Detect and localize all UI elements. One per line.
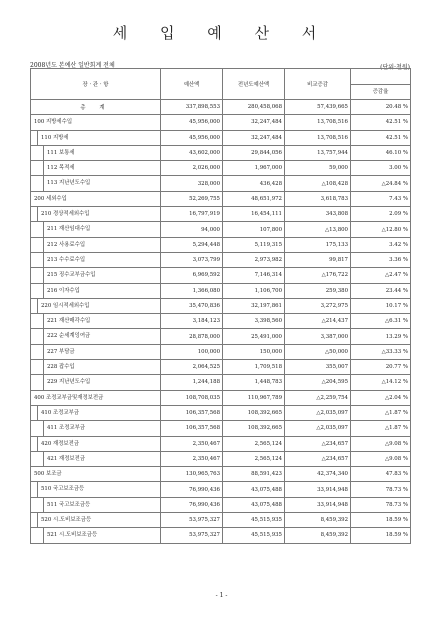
table-row — [31, 191, 411, 206]
table-row — [31, 360, 411, 375]
row-diff: 8,459,392 — [285, 513, 351, 528]
table-row — [31, 222, 411, 237]
row-diff: △234,657 — [285, 436, 351, 451]
table-row — [31, 161, 411, 176]
row-budget: 53,975,327 — [161, 528, 223, 543]
row-category-label: 110 지방세 — [37, 131, 160, 145]
row-diff: △50,000 — [285, 344, 351, 359]
row-prev-budget: 43,075,488 — [223, 497, 285, 512]
table-body — [31, 100, 411, 544]
row-diff: 99,817 — [285, 252, 351, 267]
row-rate: △2.47 % — [351, 268, 411, 283]
row-budget: 28,878,000 — [161, 329, 223, 344]
row-prev-budget: 43,075,488 — [223, 482, 285, 497]
row-prev-budget: 1,106,700 — [223, 283, 285, 298]
row-rate: △24.84 % — [351, 176, 411, 191]
row-budget: 94,000 — [161, 222, 223, 237]
row-rate: 13.29 % — [351, 329, 411, 344]
row-diff: 33,914,948 — [285, 482, 351, 497]
row-diff: △108,428 — [285, 176, 351, 191]
row-category-label: 213 수수료수입 — [43, 253, 160, 267]
row-budget: 76,990,436 — [161, 497, 223, 512]
row-category-label: 421 재정보전금 — [43, 452, 160, 466]
row-category — [31, 375, 161, 390]
row-rate: △33.33 % — [351, 344, 411, 359]
row-category — [31, 283, 161, 298]
row-category-label: 410 조정교부금 — [37, 406, 160, 420]
row-rate: △12.80 % — [351, 222, 411, 237]
row-rate: 20.77 % — [351, 360, 411, 375]
row-budget: 6,969,592 — [161, 268, 223, 283]
row-prev-budget: 3,398,560 — [223, 314, 285, 329]
row-rate: △1.87 % — [351, 421, 411, 436]
row-category-label: 112 목적세 — [43, 161, 160, 175]
row-budget: 45,956,000 — [161, 115, 223, 130]
row-rate: 23.44 % — [351, 283, 411, 298]
row-category-label: 511 국고보조금등 — [43, 498, 160, 512]
row-prev-budget: 16,454,111 — [223, 207, 285, 222]
row-rate: 78.73 % — [351, 482, 411, 497]
row-prev-budget: 1,967,000 — [223, 161, 285, 176]
row-category-label: 221 재산매각수입 — [43, 314, 160, 328]
row-prev-budget: 45,515,935 — [223, 528, 285, 543]
row-category-label: 211 재산임대수입 — [43, 222, 160, 236]
table-row — [31, 405, 411, 420]
row-prev-budget: 48,651,972 — [223, 191, 285, 206]
table-row — [31, 497, 411, 512]
row-diff: △2,259,754 — [285, 390, 351, 405]
row-category — [31, 390, 161, 405]
row-category — [31, 451, 161, 466]
row-diff: 42,374,340 — [285, 467, 351, 482]
table-row — [31, 100, 411, 115]
row-category — [31, 130, 161, 145]
table-row — [31, 421, 411, 436]
row-budget: 16,797,919 — [161, 207, 223, 222]
header-rate — [351, 69, 411, 100]
row-category — [31, 329, 161, 344]
row-diff: △234,657 — [285, 451, 351, 466]
table-row — [31, 314, 411, 329]
row-category-label: 229 지난년도수입 — [43, 375, 160, 389]
table-row — [31, 283, 411, 298]
page-number: - 1 - — [215, 592, 228, 599]
row-diff: △176,722 — [285, 268, 351, 283]
table-header-row — [31, 69, 411, 100]
row-budget: 76,990,436 — [161, 482, 223, 497]
row-rate: 18.59 % — [351, 513, 411, 528]
row-diff: 259,380 — [285, 283, 351, 298]
row-diff: 57,439,665 — [285, 100, 351, 115]
row-prev-budget: 7,146,314 — [223, 268, 285, 283]
table-row — [31, 390, 411, 405]
row-rate: 3.42 % — [351, 237, 411, 252]
row-diff: 8,459,392 — [285, 528, 351, 543]
row-prev-budget: 108,392,665 — [223, 405, 285, 420]
row-budget: 2,350,467 — [161, 436, 223, 451]
header-diff: 비교증감 — [285, 69, 351, 100]
row-category — [31, 436, 161, 451]
row-rate: 3.00 % — [351, 161, 411, 176]
row-budget: 52,269,755 — [161, 191, 223, 206]
row-prev-budget: 107,800 — [223, 222, 285, 237]
row-category-label: 210 경상적세외수입 — [37, 207, 160, 221]
document-title: 세 입 예 산 서 — [112, 24, 331, 42]
row-diff: △214,437 — [285, 314, 351, 329]
row-prev-budget: 1,448,783 — [223, 375, 285, 390]
header-budget: 예산액 — [161, 69, 223, 100]
row-category-label: 215 징수교부금수입 — [43, 268, 160, 282]
row-diff: △2,035,097 — [285, 421, 351, 436]
header-category: 장 · 관 · 항 — [31, 69, 161, 100]
row-category-label: 100 지방세수입 — [34, 119, 73, 126]
row-category — [31, 497, 161, 512]
row-category — [31, 222, 161, 237]
row-diff: △204,595 — [285, 375, 351, 390]
row-rate: 3.36 % — [351, 252, 411, 267]
row-prev-budget: 32,247,484 — [223, 130, 285, 145]
row-category-label: 520 시.도비보조금등 — [37, 513, 160, 527]
row-prev-budget: 32,197,861 — [223, 298, 285, 313]
row-rate: 42.51 % — [351, 115, 411, 130]
row-rate: △6.31 % — [351, 314, 411, 329]
row-budget: 5,294,448 — [161, 237, 223, 252]
row-diff: 3,387,000 — [285, 329, 351, 344]
unit-label: (단위:천원) — [380, 64, 410, 71]
row-diff: 13,708,516 — [285, 130, 351, 145]
row-category — [31, 467, 161, 482]
row-category-label: 220 임시적세외수입 — [37, 299, 160, 313]
row-category — [31, 207, 161, 222]
row-rate: △9.08 % — [351, 436, 411, 451]
row-prev-budget: 45,515,935 — [223, 513, 285, 528]
row-category — [31, 268, 161, 283]
row-prev-budget: 110,967,789 — [223, 390, 285, 405]
row-category-label: 420 재정보전금 — [37, 437, 160, 451]
row-diff: 355,007 — [285, 360, 351, 375]
row-budget: 130,965,763 — [161, 467, 223, 482]
row-diff: △13,800 — [285, 222, 351, 237]
row-category — [31, 161, 161, 176]
row-category — [31, 298, 161, 313]
table-row — [31, 268, 411, 283]
row-rate: 46.10 % — [351, 145, 411, 160]
header-prev-budget: 전년도예산액 — [223, 69, 285, 100]
table-row — [31, 436, 411, 451]
row-budget: 337,898,553 — [161, 100, 223, 115]
row-category — [31, 513, 161, 528]
row-category — [31, 344, 161, 359]
row-diff: 13,708,516 — [285, 115, 351, 130]
row-prev-budget: 2,565,124 — [223, 436, 285, 451]
row-prev-budget: 436,428 — [223, 176, 285, 191]
row-category-label: 411 조정교부금 — [43, 421, 160, 435]
table-row — [31, 237, 411, 252]
row-category: 총 계 — [31, 100, 161, 115]
row-diff: 343,808 — [285, 207, 351, 222]
row-category-label: 216 이자수입 — [43, 284, 160, 298]
row-diff: 59,000 — [285, 161, 351, 176]
row-category — [31, 237, 161, 252]
row-prev-budget: 2,973,982 — [223, 252, 285, 267]
table-row — [31, 252, 411, 267]
row-category-label: 113 지난년도수입 — [43, 176, 160, 190]
row-budget: 2,350,467 — [161, 451, 223, 466]
row-rate: △9.08 % — [351, 451, 411, 466]
row-category-label: 228 잡수입 — [43, 360, 160, 374]
row-prev-budget: 150,000 — [223, 344, 285, 359]
row-category — [31, 191, 161, 206]
row-budget: 45,956,000 — [161, 130, 223, 145]
row-budget: 100,000 — [161, 344, 223, 359]
revenue-budget-table — [30, 68, 411, 544]
table-row — [31, 130, 411, 145]
row-prev-budget: 32,247,484 — [223, 115, 285, 130]
row-diff: 3,618,783 — [285, 191, 351, 206]
table-row — [31, 513, 411, 528]
row-category-label: 200 세외수입 — [34, 195, 67, 202]
row-budget: 3,184,123 — [161, 314, 223, 329]
row-category-label: 521 시.도비보조금등 — [43, 528, 160, 542]
row-rate: 10.17 % — [351, 298, 411, 313]
row-rate: △14.12 % — [351, 375, 411, 390]
row-prev-budget: 1,709,518 — [223, 360, 285, 375]
row-category-label: 510 국고보조금등 — [37, 482, 160, 496]
table-row — [31, 145, 411, 160]
row-category-label: 222 순세계잉여금 — [43, 329, 160, 343]
row-prev-budget: 5,119,315 — [223, 237, 285, 252]
row-prev-budget: 108,392,665 — [223, 421, 285, 436]
row-rate: 47.83 % — [351, 467, 411, 482]
row-budget: 108,708,035 — [161, 390, 223, 405]
table-row — [31, 375, 411, 390]
row-budget: 2,064,525 — [161, 360, 223, 375]
row-category — [31, 528, 161, 543]
row-prev-budget: 25,491,000 — [223, 329, 285, 344]
row-budget: 106,357,568 — [161, 421, 223, 436]
row-category — [31, 405, 161, 420]
table-row — [31, 451, 411, 466]
row-diff: △2,035,097 — [285, 405, 351, 420]
table-row — [31, 528, 411, 543]
row-diff: 175,133 — [285, 237, 351, 252]
row-budget: 1,366,080 — [161, 283, 223, 298]
row-rate: △1.87 % — [351, 405, 411, 420]
row-rate: 2.09 % — [351, 207, 411, 222]
row-category — [31, 176, 161, 191]
row-category — [31, 145, 161, 160]
table-row — [31, 344, 411, 359]
table-row — [31, 482, 411, 497]
row-budget: 1,244,188 — [161, 375, 223, 390]
row-prev-budget: 280,458,068 — [223, 100, 285, 115]
document-subtitle: 2008년도 본예산 일반회계 전체 — [30, 62, 115, 69]
row-category-label: 400 조정교부금및재정보전금 — [34, 394, 104, 401]
row-category — [31, 421, 161, 436]
row-category — [31, 360, 161, 375]
table-row — [31, 115, 411, 130]
row-budget: 106,357,568 — [161, 405, 223, 420]
row-budget: 53,975,327 — [161, 513, 223, 528]
row-category-label: 500 보조금 — [34, 471, 62, 478]
row-budget: 35,470,836 — [161, 298, 223, 313]
row-rate: △2.04 % — [351, 390, 411, 405]
table-row — [31, 207, 411, 222]
row-diff: 33,914,948 — [285, 497, 351, 512]
row-budget: 3,073,799 — [161, 252, 223, 267]
row-diff: 13,757,944 — [285, 145, 351, 160]
row-prev-budget: 2,565,124 — [223, 451, 285, 466]
row-rate: 20.48 % — [351, 100, 411, 115]
row-category-label: 212 사용료수입 — [43, 238, 160, 252]
table-row — [31, 329, 411, 344]
row-category-label: 111 보통세 — [43, 146, 160, 160]
table-row — [31, 467, 411, 482]
row-budget: 2,026,000 — [161, 161, 223, 176]
row-budget: 43,602,000 — [161, 145, 223, 160]
row-prev-budget: 29,844,056 — [223, 145, 285, 160]
row-category-label: 227 부담금 — [43, 345, 160, 359]
table-row — [31, 298, 411, 313]
row-budget: 328,000 — [161, 176, 223, 191]
row-category — [31, 252, 161, 267]
row-category — [31, 314, 161, 329]
row-rate: 18.59 % — [351, 528, 411, 543]
row-rate: 42.51 % — [351, 130, 411, 145]
row-category — [31, 115, 161, 130]
row-rate: 78.73 % — [351, 497, 411, 512]
table-row — [31, 176, 411, 191]
header-rate-sub: 증감율 — [351, 84, 410, 99]
row-category — [31, 482, 161, 497]
row-diff: 3,272,975 — [285, 298, 351, 313]
row-rate: 7.43 % — [351, 191, 411, 206]
row-prev-budget: 88,591,423 — [223, 467, 285, 482]
